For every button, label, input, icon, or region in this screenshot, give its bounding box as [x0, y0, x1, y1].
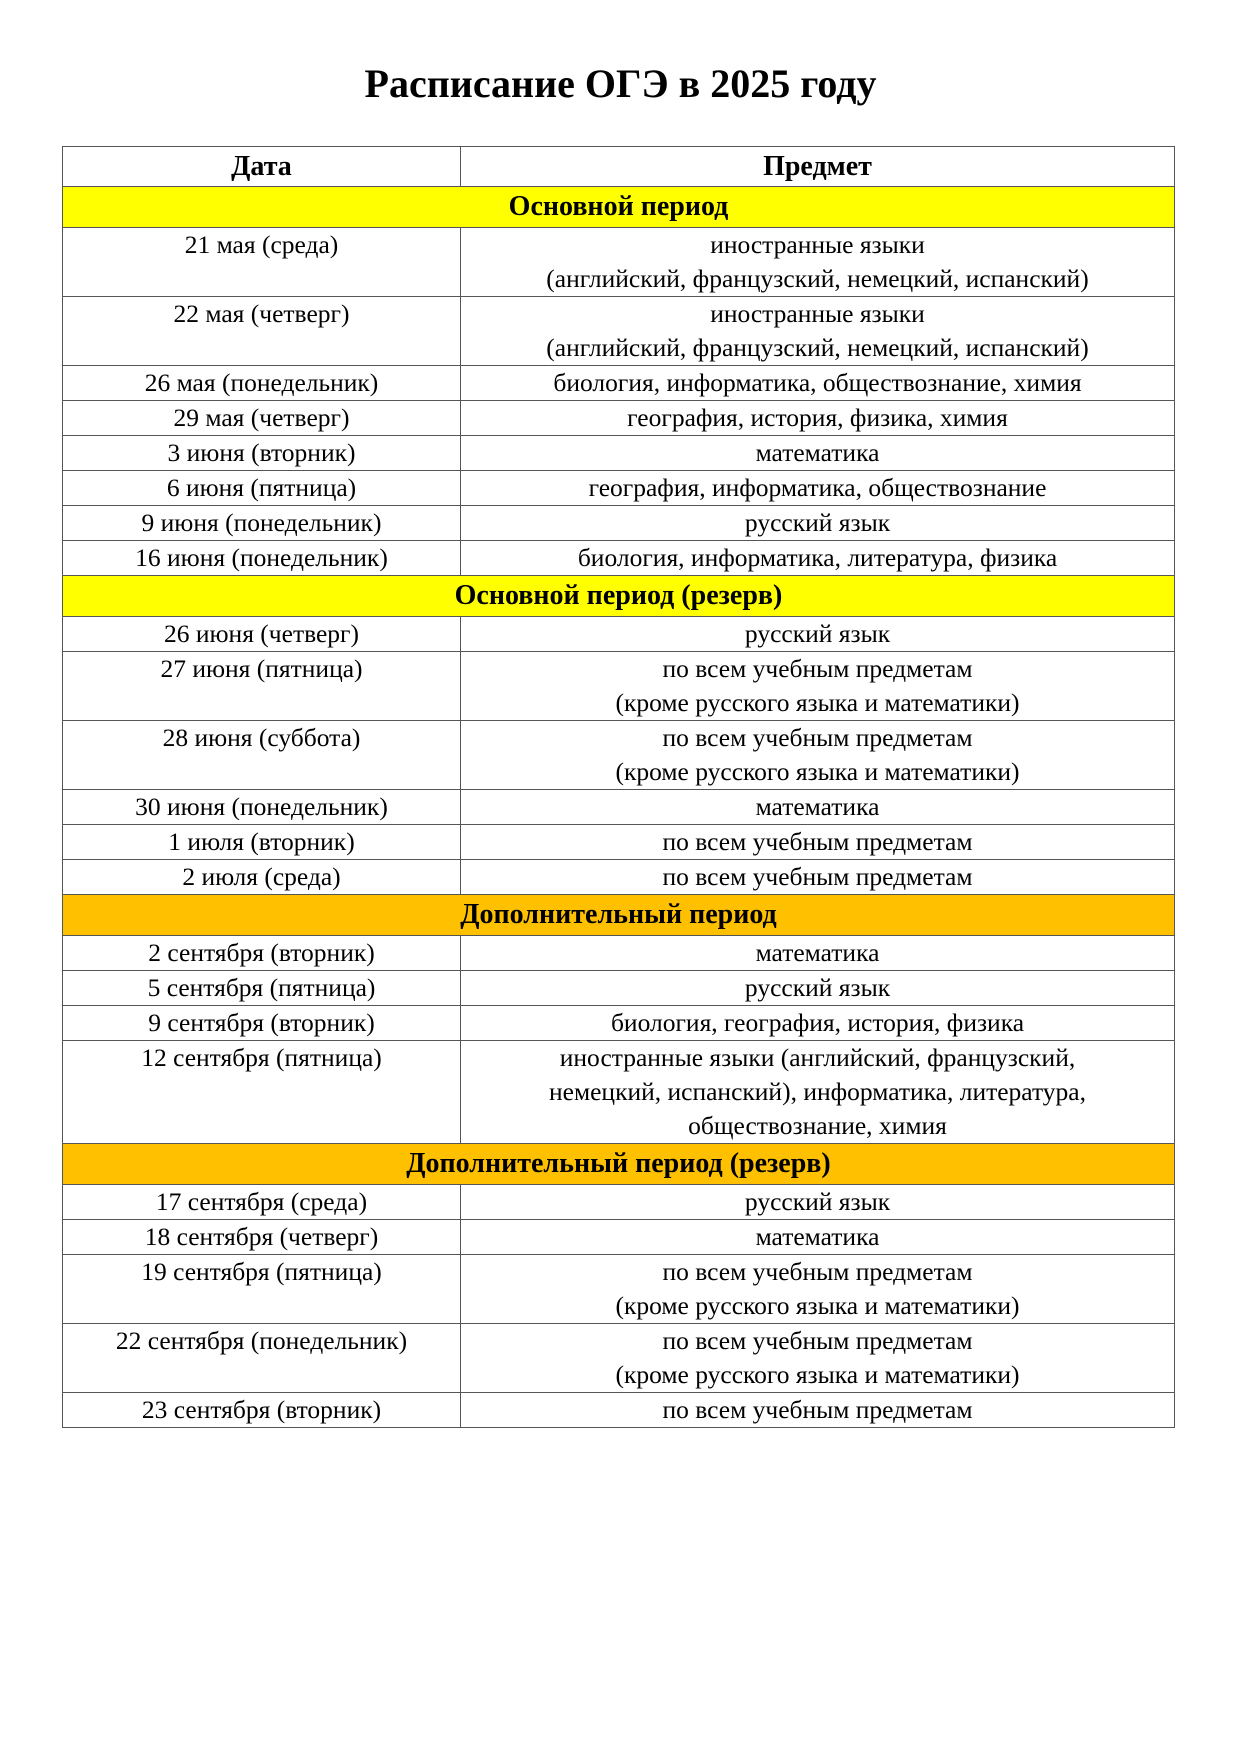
exam-date: 28 июня (суббота)	[63, 721, 461, 790]
table-row	[63, 1255, 1175, 1324]
exam-subjects	[461, 721, 1175, 790]
exam-subjects	[461, 790, 1175, 825]
exam-date: 22 сентября (понедельник)	[63, 1324, 461, 1393]
table-row	[63, 1006, 1175, 1041]
section-title: Основной период (резерв)	[63, 576, 1175, 617]
subject-line: математика	[755, 792, 880, 821]
page-title: Расписание ОГЭ в 2025 году	[364, 61, 877, 106]
subject-line: (кроме русского языка и математики)	[615, 1291, 1020, 1320]
subject-line: математика	[755, 438, 880, 467]
subject-line: иностранные языки	[710, 230, 925, 259]
section-header-row	[63, 576, 1175, 617]
subject-line: по всем учебным предметам	[662, 1326, 973, 1355]
subject-line: по всем учебным предметам	[662, 827, 973, 856]
exam-subjects	[461, 541, 1175, 576]
subject-line: (английский, французский, немецкий, испанский)	[546, 264, 1089, 293]
table-row	[63, 228, 1175, 297]
table-row	[63, 401, 1175, 436]
exam-date: 19 сентября (пятница)	[63, 1255, 461, 1324]
column-header-subject: Предмет	[461, 147, 1175, 187]
subject-line: по всем учебным предметам	[662, 654, 973, 683]
exam-subjects	[461, 617, 1175, 652]
table-row	[63, 541, 1175, 576]
subject-line: биология, информатика, литература, физика	[577, 543, 1058, 572]
section-header-row	[63, 187, 1175, 228]
exam-subjects	[461, 652, 1175, 721]
exam-subjects	[461, 1041, 1175, 1144]
table-row	[63, 971, 1175, 1006]
exam-date: 6 июня (пятница)	[63, 471, 461, 506]
exam-subjects	[461, 471, 1175, 506]
subject-line: по всем учебным предметам	[662, 1395, 973, 1424]
exam-date: 16 июня (понедельник)	[63, 541, 461, 576]
section-header-row	[63, 1144, 1175, 1185]
subject-line: иностранные языки	[710, 299, 925, 328]
table-row	[63, 1185, 1175, 1220]
subject-line: математика	[755, 938, 880, 967]
exam-subjects	[461, 1185, 1175, 1220]
table-row	[63, 366, 1175, 401]
exam-subjects	[461, 1393, 1175, 1428]
exam-date: 27 июня (пятница)	[63, 652, 461, 721]
table-row	[63, 1220, 1175, 1255]
subject-line: биология, информатика, обществознание, химия	[553, 368, 1082, 397]
subject-line: немецкий, испанский), информатика, литература,	[549, 1077, 1086, 1106]
exam-date: 12 сентября (пятница)	[63, 1041, 461, 1144]
exam-date: 30 июня (понедельник)	[63, 790, 461, 825]
exam-subjects	[461, 1255, 1175, 1324]
column-header-date: Дата	[63, 147, 461, 187]
exam-date: 22 мая (четверг)	[63, 297, 461, 366]
exam-subjects	[461, 297, 1175, 366]
subject-line: (английский, французский, немецкий, испанский)	[546, 333, 1089, 362]
subject-line: по всем учебным предметам	[662, 1257, 973, 1286]
subject-line: география, информатика, обществознание	[588, 473, 1047, 502]
exam-subjects	[461, 1006, 1175, 1041]
exam-date: 5 сентября (пятница)	[63, 971, 461, 1006]
table-row	[63, 936, 1175, 971]
subject-line: по всем учебным предметам	[662, 723, 973, 752]
subject-line: русский язык	[744, 1187, 891, 1216]
exam-subjects	[461, 1220, 1175, 1255]
exam-date: 29 мая (четверг)	[63, 401, 461, 436]
table-row	[63, 471, 1175, 506]
exam-subjects	[461, 1324, 1175, 1393]
exam-subjects	[461, 436, 1175, 471]
exam-date: 18 сентября (четверг)	[63, 1220, 461, 1255]
section-header-row	[63, 895, 1175, 936]
exam-subjects	[461, 401, 1175, 436]
subject-line: математика	[755, 1222, 880, 1251]
section-title: Дополнительный период	[63, 895, 1175, 936]
exam-date: 1 июля (вторник)	[63, 825, 461, 860]
subject-line: русский язык	[744, 508, 891, 537]
table-row	[63, 1324, 1175, 1393]
subject-line: по всем учебным предметам	[662, 862, 973, 891]
exam-date: 3 июня (вторник)	[63, 436, 461, 471]
table-body	[63, 187, 1175, 1428]
exam-subjects	[461, 228, 1175, 297]
exam-date: 26 мая (понедельник)	[63, 366, 461, 401]
subject-line: (кроме русского языка и математики)	[615, 757, 1020, 786]
subject-line: (кроме русского языка и математики)	[615, 688, 1020, 717]
table-row	[63, 1393, 1175, 1428]
exam-date: 17 сентября (среда)	[63, 1185, 461, 1220]
subject-line: география, история, физика, химия	[627, 403, 1008, 432]
exam-subjects	[461, 506, 1175, 541]
subject-line: русский язык	[744, 619, 891, 648]
subject-line: биология, география, история, физика	[610, 1008, 1025, 1037]
exam-date: 2 сентября (вторник)	[63, 936, 461, 971]
exam-date: 26 июня (четверг)	[63, 617, 461, 652]
section-title: Дополнительный период (резерв)	[63, 1144, 1175, 1185]
subject-line: иностранные языки (английский, французский,	[559, 1043, 1076, 1072]
exam-subjects	[461, 860, 1175, 895]
exam-subjects	[461, 936, 1175, 971]
section-title: Основной период	[63, 187, 1175, 228]
table-row	[63, 436, 1175, 471]
subject-line: (кроме русского языка и математики)	[615, 1360, 1020, 1389]
table-row	[63, 652, 1175, 721]
table-row	[63, 721, 1175, 790]
table-row	[63, 1041, 1175, 1144]
exam-subjects	[461, 971, 1175, 1006]
table-row	[63, 825, 1175, 860]
table-row	[63, 297, 1175, 366]
table-row	[63, 617, 1175, 652]
subject-line: обществознание, химия	[688, 1111, 947, 1140]
exam-subjects	[461, 366, 1175, 401]
subject-line: русский язык	[744, 973, 891, 1002]
table-row	[63, 790, 1175, 825]
exam-date: 21 мая (среда)	[63, 228, 461, 297]
exam-date: 9 июня (понедельник)	[63, 506, 461, 541]
table-row	[63, 506, 1175, 541]
table-header-row	[63, 147, 1175, 187]
exam-date: 2 июля (среда)	[63, 860, 461, 895]
exam-schedule-table	[62, 146, 1175, 1428]
exam-subjects	[461, 825, 1175, 860]
exam-date: 23 сентября (вторник)	[63, 1393, 461, 1428]
table-row	[63, 860, 1175, 895]
exam-date: 9 сентября (вторник)	[63, 1006, 461, 1041]
